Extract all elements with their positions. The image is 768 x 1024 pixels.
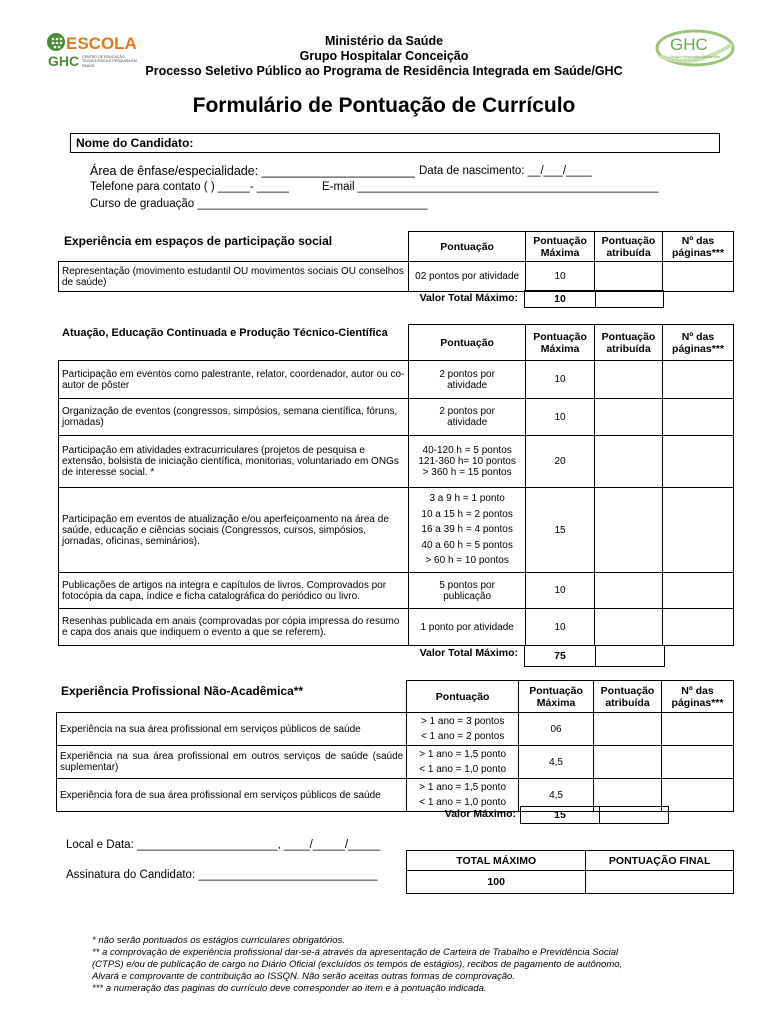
- ministry-line: Ministério da Saúde: [324, 34, 444, 48]
- section1-table: [58, 231, 734, 292]
- row-paginas-input[interactable]: [663, 488, 734, 573]
- footnote-2: ** a comprovação de experiência profissional dar-se-á através da apresentação de Carteira de Trabalho e Previdência Social: [92, 947, 619, 958]
- escola-logo-caption: CENTRO DE EDUCAÇÃO TECNOLÓGICA E PESQUISA EM SAÚDE: [82, 55, 137, 68]
- section1-title: Experiência em espaços de participação social: [64, 234, 333, 248]
- row-atribuida-input[interactable]: [595, 436, 663, 488]
- row-paginas-input[interactable]: [663, 361, 734, 399]
- footnote-5: *** a numeração das paginas do currículo deve corresponder ao item e à pontuação indicada.: [92, 983, 487, 994]
- col-pontuacao: Pontuação: [409, 325, 526, 361]
- table-row: [57, 713, 734, 746]
- row-pontuacao: 40-120 h = 5 pontos 121-360 h= 10 pontos > 360 h = 15 pontos: [409, 436, 526, 488]
- col-atribuida: Pontuação atribuída: [594, 681, 662, 713]
- row-paginas-input[interactable]: [662, 262, 733, 292]
- col-maxima: Pontuação Máxima: [526, 232, 595, 262]
- row-atribuida-input[interactable]: [594, 746, 662, 779]
- candidate-name-label: Nome do Candidato:: [76, 136, 194, 150]
- table-row: [59, 399, 734, 436]
- col-atribuida: Pontuação atribuída: [595, 325, 663, 361]
- final-score-table: [406, 850, 734, 894]
- section3-total-atribuida[interactable]: [599, 806, 669, 824]
- hospital-line: Grupo Hospitalar Conceição: [299, 49, 469, 63]
- footnote-1: * não serão pontuados os estágios curriculares obrigatórios.: [92, 935, 345, 946]
- row-atribuida-input[interactable]: [595, 609, 663, 646]
- row-maxima: 10: [526, 399, 595, 436]
- row-desc: Experiência na sua área profissional em serviços públicos de saúde: [57, 713, 407, 746]
- row-pontuacao: 5 pontos por publicação: [409, 573, 526, 609]
- section1-title-cell: [59, 232, 409, 262]
- row-maxima: 10: [526, 609, 595, 646]
- row-maxima: 10: [526, 262, 595, 292]
- table-row: [59, 573, 734, 609]
- row-maxima: 06: [519, 713, 594, 746]
- row-desc: Experiência na sua área profissional em outros serviços de saúde (saúde suplementar): [57, 746, 407, 779]
- col-paginas: Nº das páginas***: [662, 232, 733, 262]
- row-paginas-input[interactable]: [663, 399, 734, 436]
- col-paginas: Nº das páginas***: [662, 681, 734, 713]
- col-pontuacao: Pontuação: [409, 232, 526, 262]
- row-pontuacao: 3 a 9 h = 1 ponto 10 a 15 h = 2 pontos 16 a 39 h = 4 pontos 40 a 60 h = 5 pontos > 60 h = 10 pontos: [409, 488, 526, 573]
- ghc-logo-text: GHC: [670, 35, 708, 54]
- col-maxima: Pontuação Máxima: [519, 681, 594, 713]
- row-desc: Participação em atividades extracurriculares (projetos de pesquisa e extensão, bolsista de iniciação científica, monitorias, voluntariado em ONGs de interesse social. *: [59, 436, 409, 488]
- birth-date-field[interactable]: Data de nascimento: __/___/____: [419, 165, 592, 177]
- row-desc: Representação (movimento estudantil OU movimentos sociais OU conselhos de saúde): [59, 262, 409, 292]
- section2-total-value: 75: [524, 645, 596, 667]
- candidate-name-box[interactable]: [70, 133, 720, 153]
- table-row: [57, 746, 734, 779]
- row-paginas-input[interactable]: [663, 436, 734, 488]
- escola-logo-text: ESCOLA: [66, 34, 137, 53]
- page-title: Formulário de Pontuação de Currículo: [192, 94, 576, 117]
- ghc-logo-sub: GHC: [48, 53, 80, 69]
- row-pontuacao: 02 pontos por atividade: [409, 262, 526, 292]
- row-pontuacao: > 1 ano = 1,5 ponto < 1 ano = 1,0 ponto: [407, 746, 519, 779]
- row-atribuida-input[interactable]: [594, 713, 662, 746]
- row-maxima: 20: [526, 436, 595, 488]
- row-atribuida-input[interactable]: [595, 262, 663, 292]
- signature-field[interactable]: Assinatura do Candidato: ____________________________: [66, 869, 378, 881]
- course-field[interactable]: Curso de graduação ____________________________________: [90, 198, 428, 210]
- row-desc: Resenhas publicada em anais (comprovadas por cópia impressa do resumo e capa dos anais que indiquem o evento a que se referem).: [59, 609, 409, 646]
- row-maxima: 4,5: [519, 746, 594, 779]
- section2-total-label: Valor Total Máximo:: [419, 647, 518, 659]
- ghc-logo-caption: Grupo Hospitalar Conceição: [670, 54, 721, 59]
- table-row: [59, 361, 734, 399]
- total-max-label: TOTAL MÁXIMO: [407, 851, 586, 871]
- row-atribuida-input[interactable]: [595, 361, 663, 399]
- table-row: [59, 609, 734, 646]
- section1-total-value: 10: [524, 290, 596, 308]
- section2-table: [58, 324, 734, 646]
- col-maxima: Pontuação Máxima: [526, 325, 595, 361]
- phone-field[interactable]: Telefone para contato ( ) _____- _____: [90, 181, 289, 193]
- row-pontuacao: > 1 ano = 3 pontos < 1 ano = 2 pontos: [407, 713, 519, 746]
- section3-total-label: Valor Máximo:: [444, 808, 516, 820]
- section3-table: [56, 680, 734, 812]
- row-pontuacao: 1 ponto por atividade: [409, 609, 526, 646]
- section2-title: Atuação, Educação Continuada e Produção Técnico-Científica: [62, 327, 388, 339]
- row-desc: Participação em eventos como palestrante, relator, coordenador, autor ou co-autor de pôster: [59, 361, 409, 399]
- row-maxima: 10: [526, 361, 595, 399]
- section3-title-cell: [57, 681, 407, 713]
- row-pontuacao: 2 pontos por atividade: [409, 399, 526, 436]
- final-score-input[interactable]: [586, 871, 734, 894]
- row-desc: Publicações de artigos na integra e capítulos de livros. Comprovados por fotocópia da capa, índice e ficha catalográfica do periódico ou livro.: [59, 573, 409, 609]
- row-paginas-input[interactable]: [663, 573, 734, 609]
- row-pontuacao: 2 pontos por atividade: [409, 361, 526, 399]
- row-maxima: 10: [526, 573, 595, 609]
- table-row: [59, 436, 734, 488]
- row-maxima: 4,5: [519, 779, 594, 812]
- row-atribuida-input[interactable]: [595, 399, 663, 436]
- row-maxima: 15: [526, 488, 595, 573]
- section1-total-atribuida[interactable]: [595, 290, 664, 308]
- row-paginas-input[interactable]: [663, 609, 734, 646]
- row-atribuida-input[interactable]: [595, 488, 663, 573]
- email-field[interactable]: E-mail _______________________________________________: [322, 181, 659, 193]
- row-atribuida-input[interactable]: [595, 573, 663, 609]
- local-date-field[interactable]: Local e Data: ______________________, ____/_____/_____: [66, 839, 380, 851]
- row-desc: Organização de eventos (congressos, simpósios, semana científica, fóruns, jornadas): [59, 399, 409, 436]
- process-line: Processo Seletivo Público ao Programa de Residência Integrada em Saúde/GHC: [145, 64, 623, 78]
- row-desc: Participação em eventos de atualização e/ou aperfeiçoamento na área de saúde, educação e ciências sociais (Congressos, cursos, simpósios, jornadas, oficinas, seminários).: [59, 488, 409, 573]
- table-row: [59, 262, 734, 292]
- footnote-3: (CTPS) e/ou de publicação de cargo no Diário Oficial (excluídos os tempos de estágios), recibos de pagamento de autônomo,: [92, 959, 623, 970]
- final-score-label: PONTUAÇÃO FINAL: [586, 851, 734, 871]
- footnote-4: Alvará e comprovante de contribuição ao ISSQN. Não serão aceitas outras formas de comprovação.: [92, 971, 515, 982]
- col-paginas: Nº das páginas***: [663, 325, 734, 361]
- col-atribuida: Pontuação atribuída: [595, 232, 663, 262]
- row-paginas-input[interactable]: [662, 713, 734, 746]
- section2-total-atribuida[interactable]: [595, 645, 665, 667]
- table-row: [59, 488, 734, 573]
- col-pontuacao: Pontuação: [407, 681, 519, 713]
- area-field[interactable]: Área de ênfase/especialidade: ______________________: [90, 164, 415, 178]
- row-pontuacao: > 1 ano = 1,5 ponto < 1 ano = 1,0 ponto: [407, 779, 519, 812]
- section1-total-label: Valor Total Máximo:: [419, 292, 518, 304]
- row-paginas-input[interactable]: [662, 746, 734, 779]
- row-paginas-input[interactable]: [662, 779, 734, 812]
- section2-title-cell: [59, 325, 409, 361]
- row-desc: Experiência fora de sua área profissional em serviços públicos de saúde: [57, 779, 407, 812]
- section3-total-value: 15: [520, 806, 600, 824]
- section3-title: Experiência Profissional Não-Acadêmica**: [61, 684, 304, 698]
- total-max-value: 100: [407, 871, 586, 894]
